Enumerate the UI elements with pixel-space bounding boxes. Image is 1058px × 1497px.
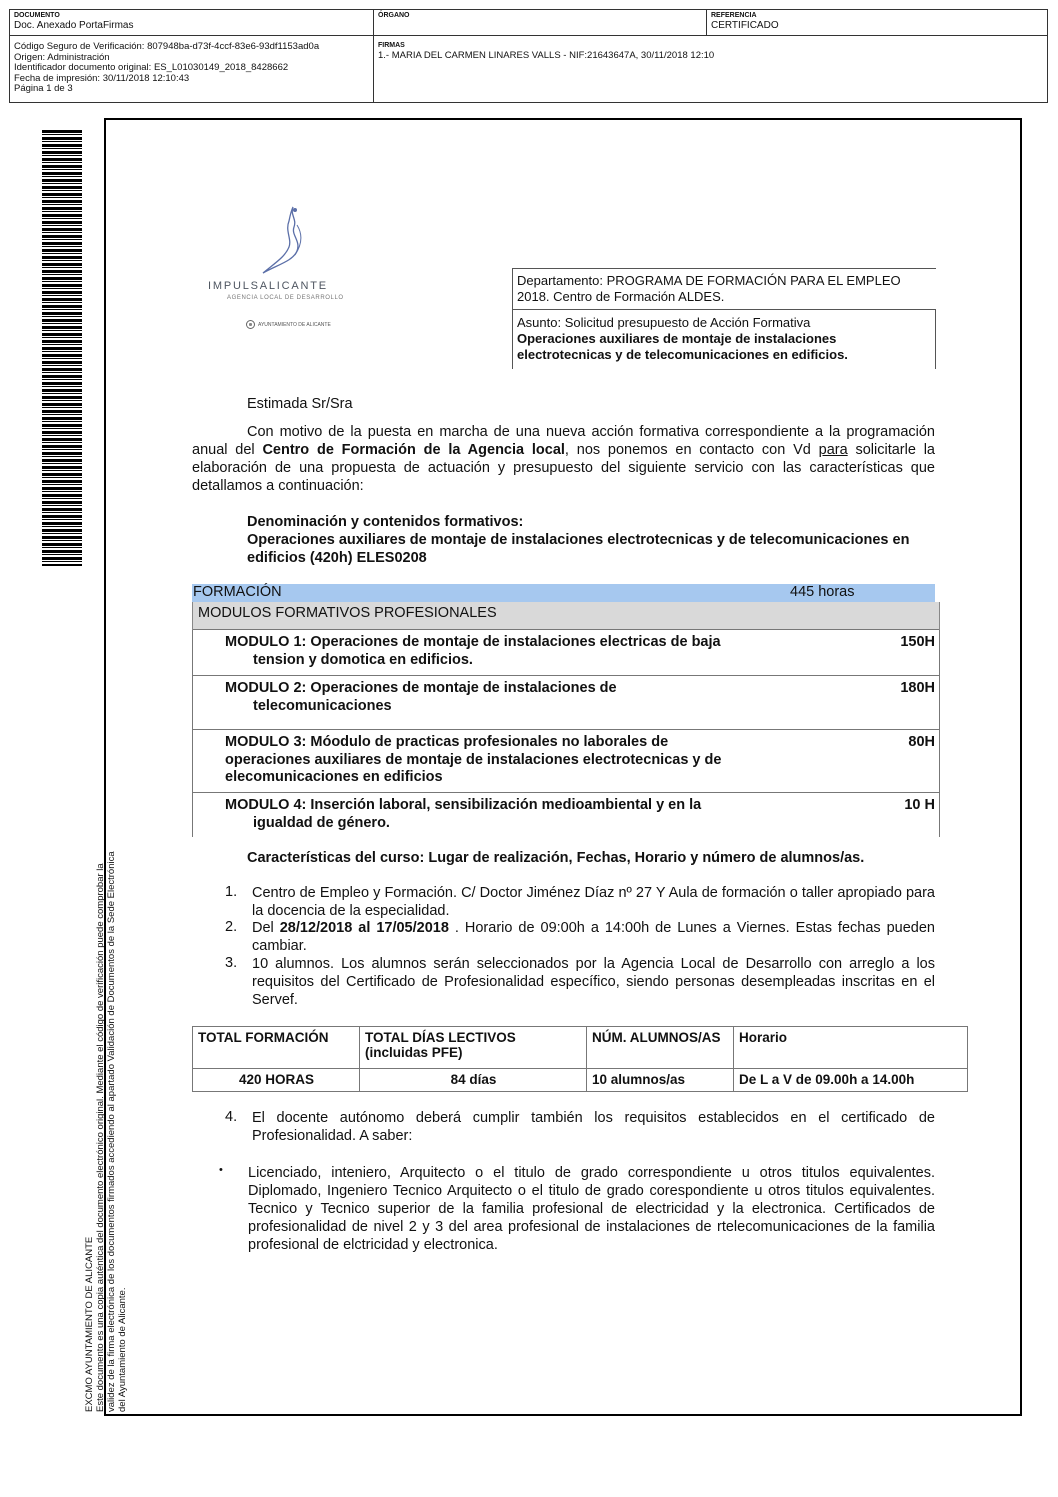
logo-subtitle: AGENCIA LOCAL DE DESARROLLO bbox=[227, 295, 344, 301]
value-horario: De L a V de 09.00h a 14.00h bbox=[734, 1069, 968, 1092]
document-metadata-header bbox=[9, 9, 1048, 103]
side-line-4: del Ayuntamiento de Alicante. bbox=[117, 1287, 128, 1412]
modules-header: MODULOS FORMATIVOS PROFESIONALES bbox=[193, 602, 940, 630]
asunto-bold-line-1: Operaciones auxiliares de montaje de instalaciones bbox=[517, 331, 837, 346]
modules-header-row bbox=[193, 602, 940, 630]
table-row bbox=[193, 730, 940, 793]
asunto-bold-line-2: electrotecnicas y de telecomunicaciones en edificios. bbox=[517, 347, 848, 362]
department-box bbox=[512, 268, 936, 369]
departamento-line-2: 2018. Centro de Formación ALDES. bbox=[517, 289, 725, 304]
logo-wordmark: IMPULSALICANTE bbox=[208, 280, 328, 292]
module-title-line-1: MODULO 4: Inserción laboral, sensibilización medioambiental y en la bbox=[225, 797, 702, 813]
formacion-label: FORMACIÓN bbox=[193, 584, 282, 600]
module-title bbox=[193, 730, 762, 793]
list-item-number: 3. bbox=[225, 955, 238, 971]
intro-paragraph bbox=[192, 423, 935, 495]
formacion-hours: 445 horas bbox=[790, 584, 855, 600]
module-title-line-1: MODULO 2: Operaciones de montaje de instalaciones de bbox=[225, 680, 617, 696]
header-total-formacion: TOTAL FORMACIÓN bbox=[193, 1027, 360, 1069]
organo-label: ÓRGANO bbox=[378, 12, 410, 19]
module-title-line-3: elecomunicaciones en edificios bbox=[225, 769, 443, 785]
table-row bbox=[193, 630, 940, 676]
intro-text-a: Con motivo de la puesta en marcha de una nueva acción formativa correspondiente a la programación anual del bbox=[192, 424, 935, 458]
firmas-cell bbox=[374, 36, 1047, 102]
dates-suffix: . Horario de 09:00h a 14:00h de Lunes a Viernes. Estas fechas pueden cambiar. bbox=[252, 920, 935, 954]
value-num-alumnos: 10 alumnos/as bbox=[587, 1069, 734, 1092]
module-title bbox=[193, 793, 762, 838]
dates-prefix: Del bbox=[252, 920, 280, 936]
module-hours: 150H bbox=[761, 630, 940, 676]
denominacion-title: Denominación y contenidos formativos: bbox=[247, 514, 524, 530]
module-title bbox=[193, 630, 762, 676]
documento-cell bbox=[10, 10, 374, 36]
header-total-dias-line-1: TOTAL DÍAS LECTIVOS bbox=[365, 1030, 516, 1045]
organo-cell bbox=[374, 10, 707, 36]
list-item-text bbox=[252, 919, 935, 955]
modules-table bbox=[192, 602, 940, 837]
list-item-text: 10 alumnos. Los alumnos serán seleccionados por la Agencia Local de Desarrollo con arreglo a los requisitos del Certificado de Profesionalidad específico, siendo personas desempleadas inscritas en el Servef. bbox=[252, 956, 935, 1008]
seal-emblem-icon bbox=[246, 320, 255, 329]
module-title bbox=[193, 676, 762, 730]
asunto-line: Asunto: Solicitud presupuesto de Acción Formativa bbox=[517, 315, 811, 330]
denominacion-body: Operaciones auxiliares de montaje de instalaciones electrotecnicas y de telecomunicaciones en edificios (420h) ELES0208 bbox=[247, 532, 910, 566]
value-total-formacion: 420 HORAS bbox=[193, 1069, 360, 1092]
pagina-line: Página 1 de 3 bbox=[14, 83, 73, 94]
asunto-block bbox=[512, 310, 936, 369]
documento-value: Doc. Anexado PortaFirmas bbox=[14, 20, 134, 31]
summary-table bbox=[192, 1026, 968, 1092]
list-item-number: 1. bbox=[225, 884, 238, 900]
course-dates: 28/12/2018 al 17/05/2018 bbox=[279, 920, 449, 936]
firmas-value: 1.- MARIA DEL CARMEN LINARES VALLS - NIF:21643647A, 30/11/2018 12:10 bbox=[378, 50, 715, 61]
referencia-value: CERTIFICADO bbox=[711, 20, 779, 31]
module-title-line-2: tension y domotica en edificios. bbox=[253, 651, 473, 668]
referencia-cell bbox=[707, 10, 1047, 36]
summary-value-row bbox=[193, 1069, 968, 1092]
header-horario: Horario bbox=[734, 1027, 968, 1069]
table-row bbox=[193, 676, 940, 730]
summary-header-row bbox=[193, 1027, 968, 1069]
list-item-text: Centro de Empleo y Formación. C/ Doctor Jiménez Díaz nº 27 Y Aula de formación o taller apropiado para la docencia de la especialidad. bbox=[252, 885, 935, 919]
list-item-number: 4. bbox=[225, 1109, 238, 1125]
intro-text-c: , nos ponemos en contacto con Vd bbox=[564, 442, 819, 458]
module-title-line-2: telecomunicaciones bbox=[253, 697, 392, 714]
module-hours: 180H bbox=[761, 676, 940, 730]
bullet-mark: • bbox=[219, 1164, 223, 1176]
side-line-2: Este documento es una copia auténtica del documento electrónico original. Mediante el código de verificación puede comprobar la bbox=[95, 863, 106, 1412]
departamento-block bbox=[512, 268, 936, 310]
intro-center-name: Centro de Formación de la Agencia local bbox=[262, 442, 565, 458]
verification-info bbox=[10, 36, 374, 102]
departamento-line-1: Departamento: PROGRAMA DE FORMACIÓN PARA EL EMPLEO bbox=[517, 273, 901, 288]
list-item-text: El docente autónomo deberá cumplir también los requisitos establecidos en el certificado de Profesionalidad. A saber: bbox=[252, 1110, 935, 1144]
documento-label: DOCUMENTO bbox=[14, 12, 60, 19]
header-total-dias bbox=[360, 1027, 587, 1069]
origen-line: Origen: Administración bbox=[14, 51, 110, 63]
caracteristicas-title: Características del curso: Lugar de realización, Fechas, Horario y número de alumnos/as. bbox=[247, 850, 865, 866]
firmas-label: FIRMAS bbox=[378, 42, 405, 49]
identificador-line: Identificador documento original: ES_L01030149_2018_8428662 bbox=[14, 62, 289, 73]
impulsalicante-logo-figure bbox=[257, 205, 309, 277]
ayuntamiento-seal bbox=[246, 320, 331, 329]
module-title-line-1: MODULO 3: Móodulo de practicas profesionales no laborales de bbox=[225, 734, 669, 750]
side-line-1: EXCMO AYUNTAMIENTO DE ALICANTE bbox=[84, 1236, 95, 1412]
module-title-line-1: MODULO 1: Operaciones de montaje de instalaciones electricas de baja bbox=[225, 634, 721, 650]
list-item-number: 2. bbox=[225, 919, 238, 935]
verification-barcode bbox=[42, 130, 82, 566]
header-num-alumnos: NÚM. ALUMNOS/AS bbox=[587, 1027, 734, 1069]
intro-underlined-word: para bbox=[818, 442, 848, 458]
referencia-label: REFERENCIA bbox=[711, 12, 757, 19]
formacion-band bbox=[192, 584, 935, 602]
fecha-impresion-line: Fecha de impresión: 30/11/2018 12:10:43 bbox=[14, 72, 190, 84]
value-total-dias: 84 días bbox=[360, 1069, 587, 1092]
greeting: Estimada Sr/Sra bbox=[247, 396, 353, 412]
module-title-line-2: igualdad de género. bbox=[253, 814, 390, 831]
csv-line: Código Seguro de Verificación: 807948ba-d73f-4ccf-83e6-93df1153ad0a bbox=[14, 41, 320, 52]
header-total-dias-line-2: (incluidas PFE) bbox=[365, 1045, 463, 1060]
module-title-line-2: operaciones auxiliares de montaje de instalaciones electrotecnicas y de bbox=[225, 751, 722, 768]
module-hours: 10 H bbox=[761, 793, 940, 838]
module-hours: 80H bbox=[761, 730, 940, 793]
intro-text-e: solicitarle la elaboración de una propuesta de actuación y presupuesto del siguiente servicio con las características que detallamos a continuación: bbox=[192, 442, 935, 494]
requirements-bullet-text: Licenciado, inteniero, Arquitecto o el titulo de grado correspondiente u otros titulos equivalentes. Diplomado, Ingeniero Tecnico Arquitecto o el titulo de grado corespondiente u otros titulos equivalentes. Tecnico y Tecnico superior de la familia profesional de electricidad y la electronica. Certificados de profesionalidad de nivel 2 y 3 del area profesional de instalaciones de rtelecomunicaciones de la familia profesional de elctricidad y electronica. bbox=[248, 1165, 935, 1253]
seal-text: AYUNTAMIENTO DE ALICANTE bbox=[258, 321, 331, 328]
side-line-3: validez de la firma electrónica de los documentos firmados accediendo al apartado Validación de Documentos de la Sede Electrónica bbox=[106, 851, 117, 1412]
table-row bbox=[193, 793, 940, 838]
